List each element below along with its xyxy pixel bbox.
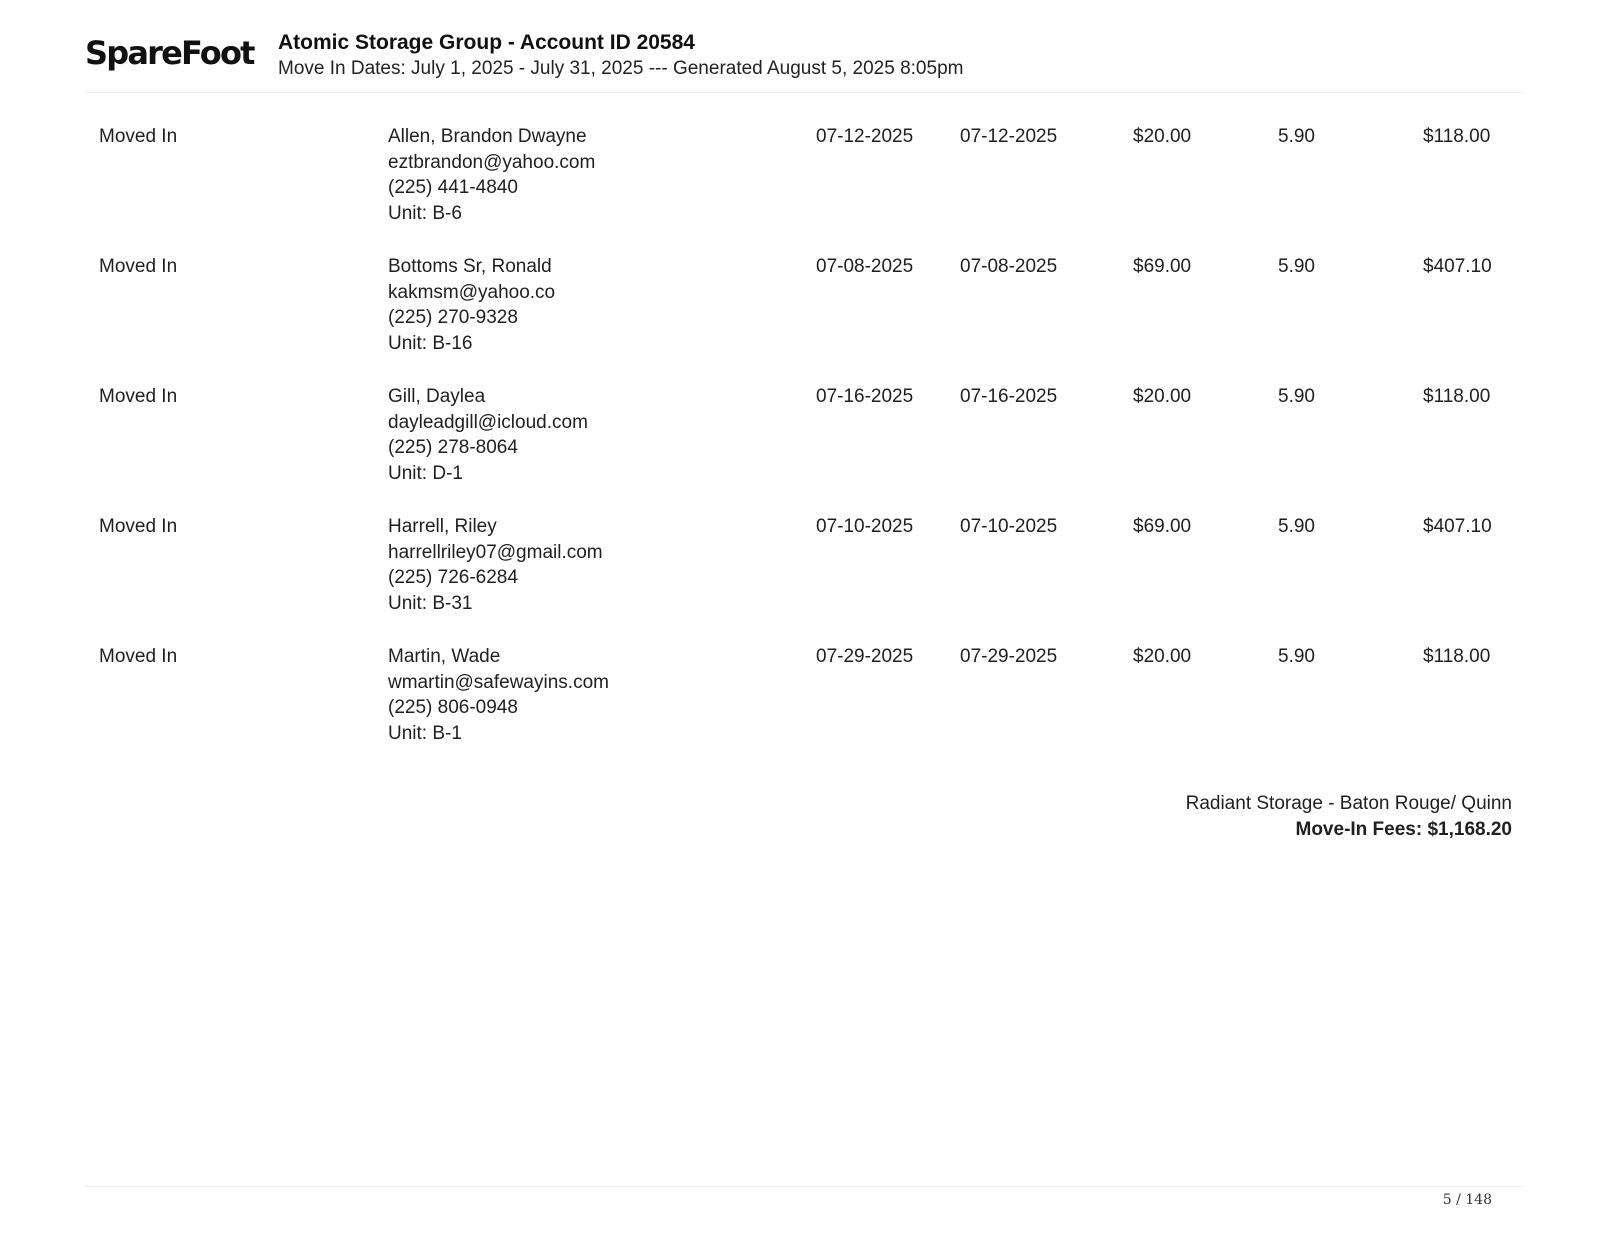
tenant-contact [388, 124, 595, 226]
tenant-contact [388, 254, 555, 356]
tenant-unit: Unit: D-1 [388, 462, 463, 484]
rent-amount: $69.00 [1133, 256, 1192, 277]
tenant-phone: (225) 270-9328 [388, 307, 518, 328]
status: Moved In [99, 256, 178, 277]
tenant-name: Allen, Brandon Dwayne [388, 126, 587, 147]
facility-name: Radiant Storage - Baton Rouge/ Quinn [1185, 793, 1512, 814]
report-subtitle: Move In Dates: July 1, 2025 - July 31, 2025 --- Generated August 5, 2025 8:05pm [278, 58, 964, 79]
tenant-name: Bottoms Sr, Ronald [388, 256, 552, 277]
status: Moved In [99, 516, 178, 537]
report-title: Atomic Storage Group - Account ID 20584 [278, 31, 695, 54]
fee-rate: 5.90 [1278, 256, 1315, 277]
tenant-unit: Unit: B-31 [388, 592, 473, 614]
tenant-email: kakmsm@yahoo.co [388, 281, 556, 303]
record-row [0, 254, 1600, 384]
status: Moved In [99, 126, 178, 147]
rent-amount: $20.00 [1133, 126, 1192, 147]
tenant-email: wmartin@safewayins.com [388, 671, 609, 693]
header-text [278, 30, 963, 81]
tenant-email: harrellriley07@gmail.com [388, 541, 603, 563]
move-in-date: 07-08-2025 [960, 256, 1058, 277]
record-row [0, 644, 1600, 774]
reservation-date: 07-16-2025 [816, 386, 914, 407]
move-in-records [0, 124, 1600, 774]
tenant-phone: (225) 278-8064 [388, 437, 518, 458]
move-in-fee: $407.10 [1423, 256, 1492, 277]
tenant-phone: (225) 726-6284 [388, 567, 518, 588]
rent-amount: $20.00 [1133, 386, 1192, 407]
tenant-contact [388, 514, 603, 616]
record-row [0, 384, 1600, 514]
sparefoot-logo: SpareFoot [85, 34, 254, 72]
reservation-date: 07-12-2025 [816, 126, 914, 147]
tenant-unit: Unit: B-6 [388, 202, 462, 224]
reservation-date: 07-10-2025 [816, 516, 914, 537]
reservation-date: 07-08-2025 [816, 256, 914, 277]
tenant-name: Harrell, Riley [388, 516, 497, 537]
status: Moved In [99, 646, 178, 667]
tenant-unit: Unit: B-16 [388, 332, 473, 354]
tenant-unit: Unit: B-1 [388, 722, 462, 744]
move-in-date: 07-16-2025 [960, 386, 1058, 407]
page-footer [85, 1186, 1525, 1208]
fee-rate: 5.90 [1278, 646, 1315, 667]
move-in-fees-total: Move-In Fees: $1,168.20 [1295, 819, 1512, 840]
record-row [0, 124, 1600, 254]
tenant-name: Gill, Daylea [388, 386, 486, 407]
page-number: 5 / 148 [1442, 1192, 1492, 1208]
fee-rate: 5.90 [1278, 516, 1315, 537]
fee-rate: 5.90 [1278, 126, 1315, 147]
move-in-fee: $118.00 [1423, 646, 1491, 667]
fee-rate: 5.90 [1278, 386, 1315, 407]
move-in-fee: $407.10 [1423, 516, 1492, 537]
move-in-date: 07-29-2025 [960, 646, 1058, 667]
move-in-fee: $118.00 [1423, 126, 1491, 147]
move-in-date: 07-12-2025 [960, 126, 1058, 147]
status: Moved In [99, 386, 178, 407]
move-in-date: 07-10-2025 [960, 516, 1058, 537]
move-in-fee: $118.00 [1423, 386, 1491, 407]
tenant-phone: (225) 806-0948 [388, 697, 518, 718]
facility-summary [1186, 791, 1512, 843]
rent-amount: $69.00 [1133, 516, 1192, 537]
tenant-name: Martin, Wade [388, 646, 501, 667]
tenant-phone: (225) 441-4840 [388, 177, 518, 198]
reservation-date: 07-29-2025 [816, 646, 914, 667]
record-row [0, 514, 1600, 644]
tenant-contact [388, 384, 588, 486]
tenant-email: dayleadgill@icloud.com [388, 411, 588, 433]
report-header [85, 28, 1525, 93]
tenant-email: eztbrandon@yahoo.com [388, 151, 596, 173]
rent-amount: $20.00 [1133, 646, 1192, 667]
tenant-contact [388, 644, 609, 746]
